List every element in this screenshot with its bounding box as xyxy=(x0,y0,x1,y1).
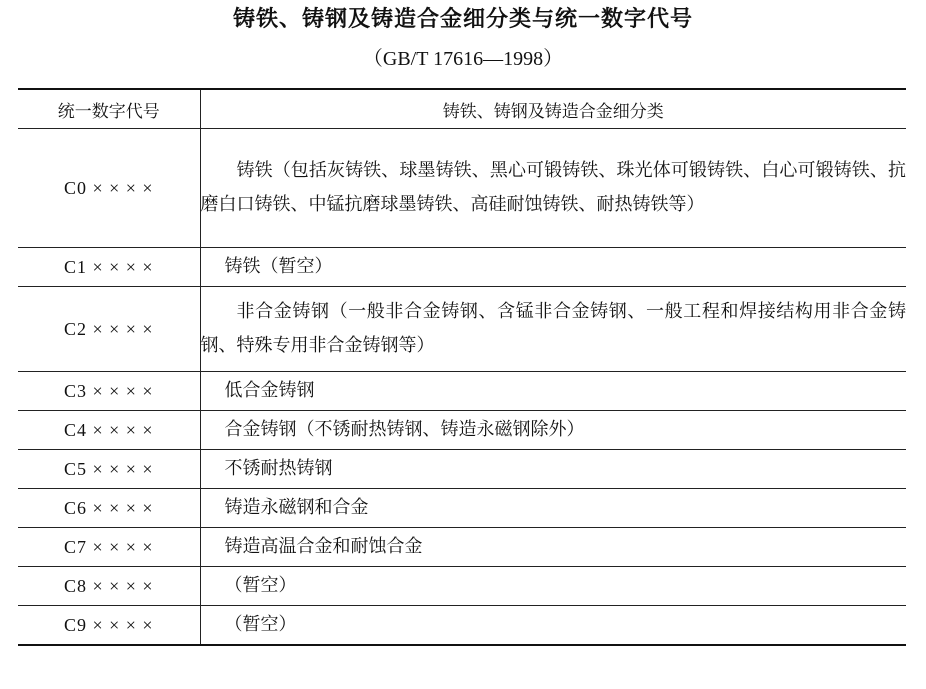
row-code: C0 × × × × xyxy=(18,129,200,248)
classification-table xyxy=(18,88,906,646)
row-description: 铸铁（包括灰铸铁、球墨铸铁、黑心可锻铸铁、珠光体可锻铸铁、白心可锻铸铁、抗磨白口铸铁、中锰抗磨球墨铸铁、高硅耐蚀铸铁、耐热铸铁等） xyxy=(200,129,906,248)
table-row xyxy=(18,606,906,646)
document-subtitle: （GB/T 17616—1998） xyxy=(362,48,564,70)
row-description: 铸造高温合金和耐蚀合金 xyxy=(200,528,906,567)
row-code: C1 × × × × xyxy=(18,248,200,287)
header-classification: 铸铁、铸钢及铸造合金细分类 xyxy=(200,89,906,129)
row-code: C7 × × × × xyxy=(18,528,200,567)
document-title: 铸铁、铸钢及铸造合金细分类与统一数字代号 xyxy=(232,7,693,32)
row-description: 非合金铸钢（一般非合金铸钢、含锰非合金铸钢、一般工程和焊接结构用非合金铸钢、特殊专用非合金铸钢等） xyxy=(200,287,906,372)
row-description: 铸造永磁钢和合金 xyxy=(200,489,906,528)
row-code: C9 × × × × xyxy=(18,606,200,646)
row-description: 合金铸钢（不锈耐热铸钢、铸造永磁钢除外） xyxy=(200,411,906,450)
table-row xyxy=(18,411,906,450)
table-row xyxy=(18,489,906,528)
table-row xyxy=(18,450,906,489)
table-row xyxy=(18,287,906,372)
row-description: 低合金铸钢 xyxy=(200,372,906,411)
table-row xyxy=(18,528,906,567)
row-description: （暂空） xyxy=(200,606,906,646)
row-code: C3 × × × × xyxy=(18,372,200,411)
table-row xyxy=(18,567,906,606)
table-header-row xyxy=(18,89,906,129)
row-code: C2 × × × × xyxy=(18,287,200,372)
row-description: 铸铁（暂空） xyxy=(200,248,906,287)
row-description: 不锈耐热铸钢 xyxy=(200,450,906,489)
table-row xyxy=(18,248,906,287)
row-code: C5 × × × × xyxy=(18,450,200,489)
header-code: 统一数字代号 xyxy=(18,89,200,129)
row-code: C8 × × × × xyxy=(18,567,200,606)
table-row xyxy=(18,372,906,411)
row-code: C6 × × × × xyxy=(18,489,200,528)
table-row xyxy=(18,129,906,248)
row-code: C4 × × × × xyxy=(18,411,200,450)
row-description: （暂空） xyxy=(200,567,906,606)
